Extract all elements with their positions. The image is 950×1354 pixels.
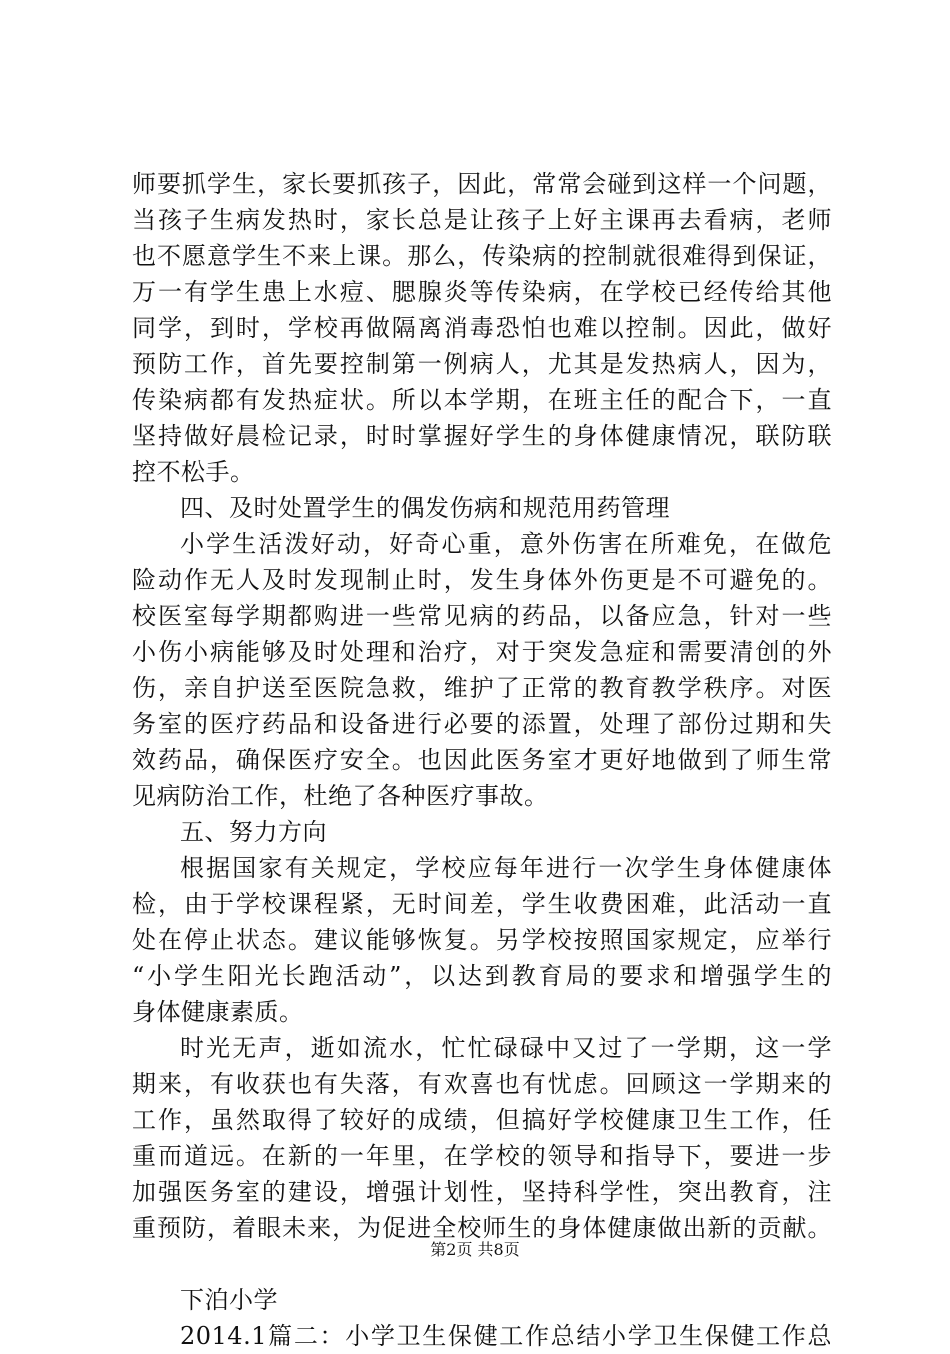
paragraph-direction [132, 850, 832, 1030]
text-line: 控不松手。 [132, 458, 255, 486]
date-and-next-title: 2014.1篇二：小学卫生保健工作总结小学卫生保健工作总 [180, 1322, 832, 1350]
text-line: 工作，虽然取得了较好的成绩，但搞好学校健康卫生工作，任 [132, 1106, 832, 1134]
document-body [132, 166, 832, 1354]
text-line: 期来，有收获也有失落，有欢喜也有忧虑。回顾这一学期来的 [132, 1070, 832, 1098]
text-line: 伤，亲自护送至医院急救，维护了正常的教育教学秩序。对医 [132, 674, 832, 702]
text-line: 检，由于学校课程紧，无时间差，学生收费困难，此活动一直 [132, 890, 832, 918]
paragraph-injury [132, 526, 832, 814]
text-line: 重预防，着眼未来，为促进全校师生的身体健康做出新的贡献。 [132, 1214, 832, 1242]
section-heading-5: 五、努力方向 [180, 818, 327, 846]
text-line: 传染病都有发热症状。所以本学期，在班主任的配合下，一直 [132, 386, 832, 414]
text-line: 小学生活泼好动，好奇心重，意外伤害在所难免，在做危 [180, 530, 832, 558]
text-line: 时光无声，逝如流水，忙忙碌碌中又过了一学期，这一学 [180, 1034, 832, 1062]
section-heading-4: 四、及时处置学生的偶发伤病和规范用药管理 [180, 494, 670, 522]
text-line: 也不愿意学生不来上课。那么，传染病的控制就很难得到保证， [132, 242, 832, 270]
page-number-footer: 第2页 共8页 [430, 1240, 520, 1259]
text-line: 校医室每学期都购进一些常见病的药品，以备应急，针对一些 [132, 602, 832, 630]
text-line: 同学，到时，学校再做隔离消毒恐怕也难以控制。因此，做好 [132, 314, 832, 342]
text-line: 见病防治工作，杜绝了各种医疗事故。 [132, 782, 549, 810]
text-line: 身体健康素质。 [132, 998, 304, 1026]
text-line: “小学生阳光长跑活动”，以达到教育局的要求和增强学生的 [132, 962, 832, 990]
text-line: 效药品，确保医疗安全。也因此医务室才更好地做到了师生常 [132, 746, 832, 774]
text-line: 务室的医疗药品和设备进行必要的添置，处理了部份过期和失 [132, 710, 832, 738]
paragraph-conclusion [132, 1030, 832, 1246]
text-line: 万一有学生患上水痘、腮腺炎等传染病，在学校已经传给其他 [132, 278, 832, 306]
text-line: 师要抓学生，家长要抓孩子，因此，常常会碰到这样一个问题， [132, 170, 832, 198]
text-line: 处在停止状态。建议能够恢复。另学校按照国家规定，应举行 [132, 926, 832, 954]
text-line: 重而道远。在新的一年里，在学校的领导和指导下，要进一步 [132, 1142, 832, 1170]
text-line: 当孩子生病发热时，家长总是让孩子上好主课再去看病，老师 [132, 206, 832, 234]
text-line: 小伤小病能够及时处理和治疗，对于突发急症和需要清创的外 [132, 638, 832, 666]
text-line: 预防工作，首先要控制第一例病人，尤其是发热病人，因为， [132, 350, 832, 378]
paragraph-prevention [132, 166, 832, 490]
text-line: 坚持做好晨检记录，时时掌握好学生的身体健康情况，联防联 [132, 422, 832, 450]
signature-school: 下泊小学 [180, 1286, 278, 1314]
text-line: 加强医务室的建设，增强计划性，坚持科学性，突出教育，注 [132, 1178, 832, 1206]
text-line: 根据国家有关规定，学校应每年进行一次学生身体健康体 [180, 854, 832, 882]
text-line: 险动作无人及时发现制止时，发生身体外伤更是不可避免的。 [132, 566, 832, 594]
